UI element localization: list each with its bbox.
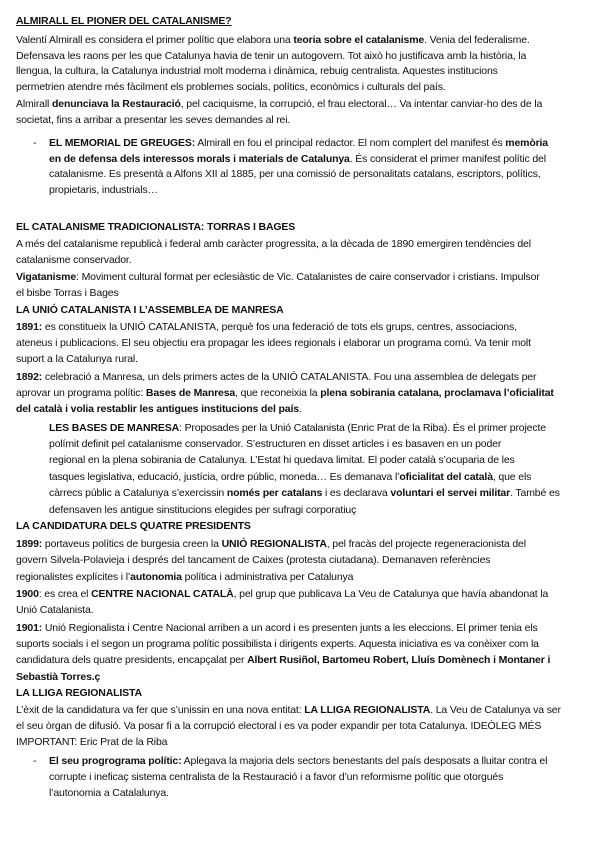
bold-text: 1899: [16,538,43,550]
text-line [16,286,119,300]
bold-text: Albert Rusiñol, Bartomeu Robert, Lluís Domènech i Montaner i [247,654,551,666]
bold-text: EL CATALANISME TRADICIONALISTA: TORRAS I BAGES [16,221,296,233]
text-line [16,113,290,127]
text-line [16,320,517,334]
text-run: Aplegava la majoria dels sectors benestants del país desposats a lluitar contra el [181,755,548,767]
bold-text: oficialitat del català [399,471,493,483]
text-line [49,167,541,181]
bold-text: memòria [505,137,549,149]
text-run: Valentí Almirall es considera el primer polític que elabora una [16,34,294,46]
text-run: . Venia del federalisme. [424,34,530,46]
text-line [49,754,547,768]
text-run: regionalistes explícites i l’ [16,571,131,583]
text-run: , pel grup que publicava La Veu de Catalunya que havía abandonat la [233,588,549,600]
text-run: catalanisme conservador. [16,254,132,266]
bold-text: denunciava la Restauració [52,98,181,110]
text-line [16,33,530,47]
section-heading [16,303,284,317]
text-run: Almirall en fou el principal redactor. El nom complert del manifest és [195,137,506,149]
text-line [16,49,526,63]
text-line [49,421,546,435]
bold-text: teoria sobre el catalanisme [293,34,425,46]
text-run: aprovar un programa polític: [16,387,146,399]
text-run: Almirall [16,98,52,110]
text-line [49,183,158,197]
text-run: suport a la Catalunya rural. [16,353,138,365]
bold-text: CENTRE NACIONAL CATALÀ [91,588,234,600]
text-line [16,719,541,733]
text-line [49,770,503,784]
text-run: polímit definit pel catalanisme conservador. S’estructuren en disset articles i es basaven en un poder [49,438,502,450]
text-run: . [298,403,302,415]
text-line [16,336,531,350]
bold-text: Sebastià Torres.ç [16,671,101,683]
text-run: Unió Regionalista i Centre Nacional arriben a un acord i es presenten junts a les eleccions. El primer tenia els [42,622,538,634]
bold-text: 1891: [16,321,43,333]
bullet-marker: - [33,137,37,149]
text-run: , pel caciquisme, la corrupció, el frau electoral… Va intentar canviar-ho des de la [180,98,543,110]
section-heading [16,220,295,234]
text-line [49,470,531,484]
text-run: : es crea el [38,588,92,600]
text-run: i es declarava [322,487,391,499]
text-run: portaveus polítics de burgesia creen la [42,538,222,550]
text-run: IMPORTANT: Eric Prat de la Riba [16,736,168,748]
text-line [16,621,538,635]
text-run: govern Silvela-Polavieja i després del tancament de Caixes (protesta ciutadana). Demanaven referències [16,554,491,566]
text-line [16,352,138,366]
bold-text: només per catalans [226,487,323,499]
text-line [16,270,540,284]
text-line [16,703,561,717]
text-line [49,486,560,500]
text-run: es constitueix la UNIÓ CATALANISTA, perquè fos una federació de tots els grups, centres, associacions, [42,321,517,333]
bold-text: Bases de Manresa [145,387,236,399]
text-line [16,587,548,601]
text-run: càrrecs públic a Catalunya s’exercissin [49,487,227,499]
text-line [16,537,526,551]
bold-text: EL MEMORIAL DE GREUGES: [49,137,196,149]
bold-text: 1892: [16,371,43,383]
text-run: . La Veu de Catalunya va ser [430,704,561,716]
bold-text: Vigatanisme [16,271,77,283]
text-run: el bisbe Torras i Bages [16,287,119,299]
text-line [16,553,490,567]
text-run: tasques legislativa, educació, justícia, ordre públic, moneda… Es demanava l’ [49,471,400,483]
text-run: permetrien atendre més fàcilment els problemes socials, polítics, econòmics i culturals del país. [16,81,446,93]
bold-text: en de defensa dels interessos morals i materials de Catalunya [49,153,350,165]
section-heading [16,519,251,533]
bold-text: ALMIRALL EL PIONER DEL CATALANISME? [16,15,232,27]
text-run: corrupte i ineficaç sistema centralista de la Restauració i a favor d’un reformisme polític que otorgués [49,771,504,783]
text-line [49,136,548,150]
text-run: L’èxit de la candidatura va fer que s’unissin en una nova entitat: [16,704,305,716]
section-heading [16,686,142,700]
text-run: llengua, la cultura, la Catalunya industrial molt moderna i dinàmica, rebuig centralista. Aquestes institucions [16,65,498,77]
text-line [16,386,554,400]
text-run: . És considerat el primer manifest polític del [349,153,546,165]
text-line [49,437,501,451]
text-line [16,735,167,749]
text-run: defensaven les antigue sinstitucions elegides per sufragi corporatiuç [49,504,357,516]
bold-text: LES BASES DE MANRESA [49,422,180,434]
text-run: Defensava les raons per les que Catalunya havia de tenir un autogovern. Tot això ho justificava amb la història, la [16,50,527,62]
text-line [16,237,531,251]
bold-text: El seu progrograma polític: [49,755,182,767]
bold-text: LA UNIÓ CATALANISTA I L’ASSEMBLEA DE MANRESA [16,304,284,316]
text-line [16,670,100,684]
text-line [16,603,93,617]
text-line [16,370,536,384]
text-run: celebració a Manresa, un dels primers actes de la UNIÓ CATALANISTA. Fou una assemblea de delegats per [42,371,537,383]
text-line [49,453,515,467]
text-line [16,97,542,111]
text-run: regional en la plena sobirania de Catalunya. L’Estat hi quedava limitat. El poder català s’ocuparia de les [49,454,515,466]
text-run: , pel fracàs del projecte regeneracionista del [326,538,526,550]
text-line [16,637,539,651]
text-line [16,80,446,94]
bold-text: voluntari el servei militar [390,487,511,499]
text-run: l’autonomia a Catalalunya. [49,787,169,799]
text-run: Unió Catalanista. [16,604,94,616]
bold-text: UNIÓ REGIONALISTA [221,538,327,550]
text-run: : Proposades per la Unió Catalanista (Enric Prat de la Riba). És el primer projecte [179,422,546,434]
text-line [16,402,302,416]
section-heading [16,14,231,28]
bold-text: plena sobirania catalana, proclamava l’oficialitat [320,387,554,399]
text-line [49,786,169,800]
bold-text: 1901: [16,622,43,634]
text-run: A més del catalanisme republicà i federal amb caràcter progressita, a la dècada de 1890 emergiren tendències del [16,238,531,250]
text-run: : Moviment cultural format per eclesiàstic de Vic. Catalanistes de caire conservador i cristians. Impulsor [76,271,540,283]
text-run: , que els [492,471,532,483]
text-run: , que reconeixia la [235,387,321,399]
text-line [16,253,131,267]
bold-text: LA CANDIDATURA DELS QUATRE PRESIDENTS [16,520,251,532]
bullet-marker: - [33,755,37,767]
text-run: suports socials i el segon un programa polític possibilista i dirigents experts. Aquesta iniciativa es va conèixer com la [16,638,539,650]
text-line [16,653,550,667]
bold-text: 1900 [16,588,39,600]
bold-text: LA LLIGA REGIONALISTA [16,687,142,699]
bold-text: del català i volia restablir les antigues institucions del país [16,403,299,415]
text-run: política i administrativa per Catalunya [181,571,354,583]
bold-text: LA LLIGA REGIONALISTA [304,704,431,716]
text-run: catalanisme. Es presentà a Alfons XII al 1885, per una comissió de personalitats catalans, escriptors, polítics, [49,168,541,180]
text-run: societat, fins a arribar a presentar les seves demandes al rei. [16,114,291,126]
bold-text: autonomia [130,571,182,583]
text-line [49,152,546,166]
text-run: . També es [510,487,560,499]
text-line [16,64,498,78]
text-line [49,503,356,517]
text-run: ateneus i publicacions. El seu objectiu era propagar les idees regionals i elaborar un programa comú. Va tenir molt [16,337,531,349]
text-run: propietaris, industrials… [49,184,158,196]
text-run: el seu òrgan de difusió. Va posar fi a la corrupció electoral i es va poder expandir per tota Catalunya. IDEÒLEG MÉS [16,720,542,732]
text-line [16,570,353,584]
text-run: candidatura dels quatre presidents, encapçalat per [16,654,248,666]
